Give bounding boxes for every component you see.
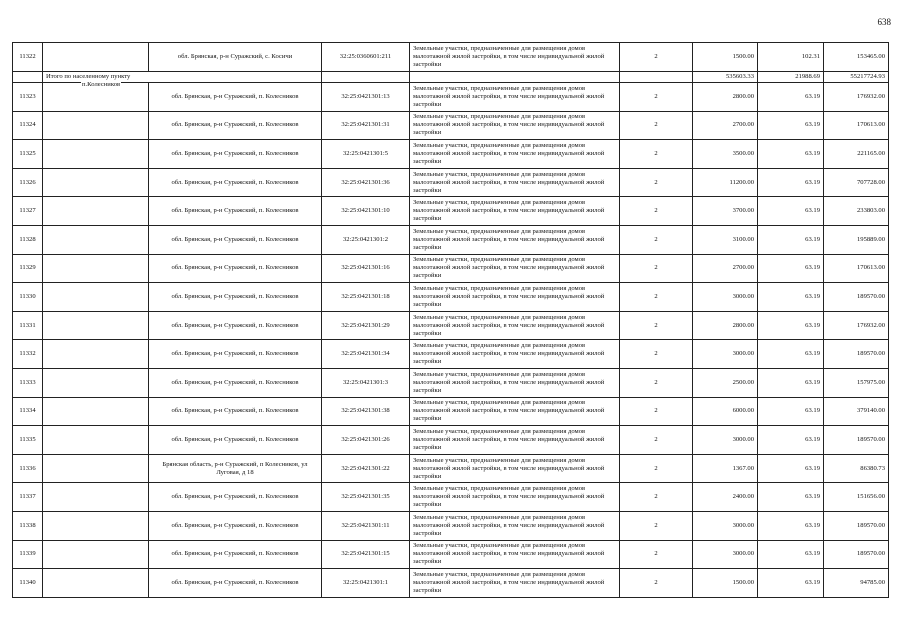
land-category-cell: Земельные участки, предназначенные для размещения домов малоэтажной жилой застройки, в том числе индивидуальной жилой застройки bbox=[410, 540, 620, 569]
address-cell: обл. Брянская, р-н Суражский, п. Колесников bbox=[149, 540, 322, 569]
rate-cell: 63.19 bbox=[758, 540, 824, 569]
empty-cell bbox=[43, 483, 149, 512]
empty-cell bbox=[43, 311, 149, 340]
group-cell: 2 bbox=[620, 540, 693, 569]
table-row bbox=[13, 369, 889, 398]
row-number-cell: 11324 bbox=[13, 111, 43, 140]
group-cell: 2 bbox=[620, 369, 693, 398]
land-category-cell: Земельные участки, предназначенные для размещения домов малоэтажной жилой застройки, в том числе индивидуальной жилой застройки bbox=[410, 283, 620, 312]
table-row bbox=[13, 340, 889, 369]
address-cell: обл. Брянская, р-н Суражский, п. Колесников bbox=[149, 283, 322, 312]
empty-cell bbox=[43, 111, 149, 140]
total-label: Итого по населенному пункту bbox=[46, 72, 131, 80]
land-category-cell: Земельные участки, предназначенные для размещения домов малоэтажной жилой застройки, в том числе индивидуальной жилой застройки bbox=[410, 311, 620, 340]
land-category-cell: Земельные участки, предназначенные для размещения домов малоэтажной жилой застройки, в том числе индивидуальной жилой застройки bbox=[410, 254, 620, 283]
table-row bbox=[13, 140, 889, 169]
row-number-cell: 11334 bbox=[13, 397, 43, 426]
address-cell: обл. Брянская, р-н Суражский, п. Колесников bbox=[149, 226, 322, 255]
row-number-cell: 11327 bbox=[13, 197, 43, 226]
area-cell: 1367.00 bbox=[693, 454, 758, 483]
row-number-cell: 11337 bbox=[13, 483, 43, 512]
total-settlement-name: п.Колесников bbox=[82, 80, 121, 88]
empty-cell bbox=[43, 140, 149, 169]
table-row bbox=[13, 540, 889, 569]
address-cell: обл. Брянская, р-н Суражский, п. Колесников bbox=[149, 140, 322, 169]
rate-cell: 63.19 bbox=[758, 168, 824, 197]
group-cell: 2 bbox=[620, 140, 693, 169]
table-row bbox=[13, 168, 889, 197]
table-row bbox=[13, 83, 889, 112]
land-category-cell: Земельные участки, предназначенные для размещения домов малоэтажной жилой застройки, в том числе индивидуальной жилой застройки bbox=[410, 111, 620, 140]
address-cell: Брянская область, р-н Суражский, п Колесников, ул Луговая, д 18 bbox=[149, 454, 322, 483]
cadastral-number-cell: 32:25:0421301:10 bbox=[322, 197, 410, 226]
table-row bbox=[13, 311, 889, 340]
area-cell: 2700.00 bbox=[693, 254, 758, 283]
area-cell: 2800.00 bbox=[693, 311, 758, 340]
area-cell: 3000.00 bbox=[693, 512, 758, 541]
cadastral-value-cell: 221165.00 bbox=[824, 140, 889, 169]
land-category-cell: Земельные участки, предназначенные для размещения домов малоэтажной жилой застройки, в том числе индивидуальной жилой застройки bbox=[410, 426, 620, 455]
cadastral-number-cell: 32:25:0421301:13 bbox=[322, 83, 410, 112]
total-rate-cell: 21988.69 bbox=[758, 71, 824, 83]
rate-cell: 63.19 bbox=[758, 83, 824, 112]
cadastral-number-cell: 32:25:0421301:34 bbox=[322, 340, 410, 369]
area-cell: 2800.00 bbox=[693, 83, 758, 112]
row-number-cell: 11323 bbox=[13, 83, 43, 112]
address-cell: обл. Брянская, р-н Суражский, п. Колесников bbox=[149, 483, 322, 512]
row-number-cell: 11333 bbox=[13, 369, 43, 398]
cadastral-value-cell: 189570.00 bbox=[824, 540, 889, 569]
cadastral-value-table bbox=[12, 42, 889, 598]
table-row bbox=[13, 512, 889, 541]
area-cell: 2500.00 bbox=[693, 369, 758, 398]
row-number-cell: 11326 bbox=[13, 168, 43, 197]
land-category-cell: Земельные участки, предназначенные для размещения домов малоэтажной жилой застройки, в том числе индивидуальной жилой застройки bbox=[410, 168, 620, 197]
cadastral-value-cell: 176932.00 bbox=[824, 83, 889, 112]
land-category-cell: Земельные участки, предназначенные для размещения домов малоэтажной жилой застройки, в том числе индивидуальной жилой застройки bbox=[410, 83, 620, 112]
address-cell: обл. Брянская, р-н Суражский, п. Колесников bbox=[149, 254, 322, 283]
cadastral-number-cell: 32:25:0421301:22 bbox=[322, 454, 410, 483]
row-number-cell: 11331 bbox=[13, 311, 43, 340]
total-area-cell: 535603.33 bbox=[693, 71, 758, 83]
land-category-cell: Земельные участки, предназначенные для размещения домов малоэтажной жилой застройки, в том числе индивидуальной жилой застройки bbox=[410, 197, 620, 226]
row-number-cell: 11330 bbox=[13, 283, 43, 312]
row-number-cell: 11340 bbox=[13, 569, 43, 598]
cadastral-number-cell: 32:25:0421301:3 bbox=[322, 369, 410, 398]
group-cell: 2 bbox=[620, 254, 693, 283]
land-category-cell: Земельные участки, предназначенные для размещения домов малоэтажной жилой застройки, в том числе индивидуальной жилой застройки bbox=[410, 140, 620, 169]
address-cell: обл. Брянская, р-н Суражский, с. Косичи bbox=[149, 43, 322, 72]
table-row bbox=[13, 254, 889, 283]
cadastral-number-cell: 32:25:0421301:29 bbox=[322, 311, 410, 340]
rate-cell: 63.19 bbox=[758, 426, 824, 455]
row-number-cell: 11336 bbox=[13, 454, 43, 483]
area-cell: 2700.00 bbox=[693, 111, 758, 140]
group-cell: 2 bbox=[620, 569, 693, 598]
group-cell: 2 bbox=[620, 311, 693, 340]
row-number-cell: 11328 bbox=[13, 226, 43, 255]
group-cell: 2 bbox=[620, 426, 693, 455]
area-cell: 3000.00 bbox=[693, 426, 758, 455]
group-cell: 2 bbox=[620, 226, 693, 255]
page-number: 638 bbox=[877, 17, 891, 27]
cadastral-number-cell: 32:25:0421301:35 bbox=[322, 483, 410, 512]
land-category-cell: Земельные участки, предназначенные для размещения домов малоэтажной жилой застройки, в том числе индивидуальной жилой застройки bbox=[410, 397, 620, 426]
empty-cell bbox=[410, 71, 620, 83]
total-row bbox=[13, 71, 889, 83]
table-row bbox=[13, 454, 889, 483]
area-cell: 3000.00 bbox=[693, 540, 758, 569]
table-row bbox=[13, 197, 889, 226]
row-number-cell: 11322 bbox=[13, 43, 43, 72]
group-cell: 2 bbox=[620, 283, 693, 312]
rate-cell: 63.19 bbox=[758, 512, 824, 541]
row-number-cell: 11325 bbox=[13, 140, 43, 169]
row-number-cell: 11339 bbox=[13, 540, 43, 569]
area-cell: 1500.00 bbox=[693, 43, 758, 72]
empty-cell bbox=[43, 426, 149, 455]
cadastral-value-cell: 94785.00 bbox=[824, 569, 889, 598]
group-cell: 2 bbox=[620, 454, 693, 483]
cadastral-value-cell: 157975.00 bbox=[824, 369, 889, 398]
empty-cell bbox=[43, 283, 149, 312]
empty-cell bbox=[43, 43, 149, 72]
rate-cell: 63.19 bbox=[758, 311, 824, 340]
table-row bbox=[13, 43, 889, 72]
cadastral-value-cell: 86380.73 bbox=[824, 454, 889, 483]
table-row bbox=[13, 569, 889, 598]
empty-cell bbox=[43, 540, 149, 569]
group-cell: 2 bbox=[620, 340, 693, 369]
group-cell: 2 bbox=[620, 512, 693, 541]
empty-cell bbox=[620, 71, 693, 83]
cadastral-value-cell: 189570.00 bbox=[824, 340, 889, 369]
area-cell: 3700.00 bbox=[693, 197, 758, 226]
row-number-cell: 11338 bbox=[13, 512, 43, 541]
cadastral-value-cell: 153465.00 bbox=[824, 43, 889, 72]
cadastral-number-cell: 32:25:0421301:15 bbox=[322, 540, 410, 569]
table-row bbox=[13, 111, 889, 140]
address-cell: обл. Брянская, р-н Суражский, п. Колесников bbox=[149, 168, 322, 197]
address-cell: обл. Брянская, р-н Суражский, п. Колесников bbox=[149, 111, 322, 140]
cadastral-value-cell: 189570.00 bbox=[824, 283, 889, 312]
address-cell: обл. Брянская, р-н Суражский, п. Колесников bbox=[149, 369, 322, 398]
cadastral-number-cell: 32:25:0421301:16 bbox=[322, 254, 410, 283]
address-cell: обл. Брянская, р-н Суражский, п. Колесников bbox=[149, 426, 322, 455]
area-cell: 3000.00 bbox=[693, 340, 758, 369]
cadastral-number-cell: 32:25:0421301:2 bbox=[322, 226, 410, 255]
address-cell: обл. Брянская, р-н Суражский, п. Колесников bbox=[149, 397, 322, 426]
cadastral-value-cell: 707728.00 bbox=[824, 168, 889, 197]
group-cell: 2 bbox=[620, 83, 693, 112]
address-cell: обл. Брянская, р-н Суражский, п. Колесников bbox=[149, 512, 322, 541]
table-row bbox=[13, 283, 889, 312]
rate-cell: 63.19 bbox=[758, 283, 824, 312]
table-body bbox=[13, 43, 889, 598]
empty-cell bbox=[43, 340, 149, 369]
area-cell: 3100.00 bbox=[693, 226, 758, 255]
group-cell: 2 bbox=[620, 111, 693, 140]
empty-cell bbox=[43, 569, 149, 598]
area-cell: 11200.00 bbox=[693, 168, 758, 197]
cadastral-number-cell: 32:25:0421301:11 bbox=[322, 512, 410, 541]
empty-cell bbox=[322, 71, 410, 83]
empty-cell bbox=[43, 226, 149, 255]
group-cell: 2 bbox=[620, 43, 693, 72]
cadastral-value-cell: 189570.00 bbox=[824, 426, 889, 455]
area-cell: 3000.00 bbox=[693, 283, 758, 312]
empty-cell bbox=[13, 71, 43, 83]
rate-cell: 63.19 bbox=[758, 397, 824, 426]
empty-cell bbox=[43, 168, 149, 197]
row-number-cell: 11332 bbox=[13, 340, 43, 369]
cadastral-value-cell: 151656.00 bbox=[824, 483, 889, 512]
address-cell: обл. Брянская, р-н Суражский, п. Колесников bbox=[149, 197, 322, 226]
empty-cell bbox=[43, 197, 149, 226]
cadastral-number-cell: 32:25:0421301:18 bbox=[322, 283, 410, 312]
group-cell: 2 bbox=[620, 397, 693, 426]
group-cell: 2 bbox=[620, 168, 693, 197]
land-category-cell: Земельные участки, предназначенные для размещения домов малоэтажной жилой застройки, в том числе индивидуальной жилой застройки bbox=[410, 369, 620, 398]
table-row bbox=[13, 226, 889, 255]
cadastral-value-cell: 176932.00 bbox=[824, 311, 889, 340]
rate-cell: 63.19 bbox=[758, 340, 824, 369]
total-value-cell: 55217724.93 bbox=[824, 71, 889, 83]
area-cell: 3500.00 bbox=[693, 140, 758, 169]
address-cell: обл. Брянская, р-н Суражский, п. Колесников bbox=[149, 83, 322, 112]
table-row bbox=[13, 483, 889, 512]
land-category-cell: Земельные участки, предназначенные для размещения домов малоэтажной жилой застройки, в том числе индивидуальной жилой застройки bbox=[410, 340, 620, 369]
empty-cell bbox=[43, 512, 149, 541]
table-row bbox=[13, 397, 889, 426]
area-cell: 2400.00 bbox=[693, 483, 758, 512]
table-row bbox=[13, 426, 889, 455]
row-number-cell: 11335 bbox=[13, 426, 43, 455]
land-category-cell: Земельные участки, предназначенные для размещения домов малоэтажной жилой застройки, в том числе индивидуальной жилой застройки bbox=[410, 43, 620, 72]
land-category-cell: Земельные участки, предназначенные для размещения домов малоэтажной жилой застройки, в том числе индивидуальной жилой застройки bbox=[410, 569, 620, 598]
rate-cell: 63.19 bbox=[758, 140, 824, 169]
cadastral-value-cell: 170613.00 bbox=[824, 111, 889, 140]
rate-cell: 63.19 bbox=[758, 454, 824, 483]
rate-cell: 63.19 bbox=[758, 483, 824, 512]
address-cell: обл. Брянская, р-н Суражский, п. Колесников bbox=[149, 569, 322, 598]
cadastral-number-cell: 32:25:0421301:1 bbox=[322, 569, 410, 598]
land-category-cell: Земельные участки, предназначенные для размещения домов малоэтажной жилой застройки, в том числе индивидуальной жилой застройки bbox=[410, 226, 620, 255]
cadastral-value-cell: 379140.00 bbox=[824, 397, 889, 426]
rate-cell: 63.19 bbox=[758, 254, 824, 283]
land-category-cell: Земельные участки, предназначенные для размещения домов малоэтажной жилой застройки, в том числе индивидуальной жилой застройки bbox=[410, 512, 620, 541]
rate-cell: 63.19 bbox=[758, 111, 824, 140]
rate-cell: 63.19 bbox=[758, 569, 824, 598]
land-category-cell: Земельные участки, предназначенные для размещения домов малоэтажной жилой застройки, в том числе индивидуальной жилой застройки bbox=[410, 454, 620, 483]
address-cell: обл. Брянская, р-н Суражский, п. Колесников bbox=[149, 311, 322, 340]
land-category-cell: Земельные участки, предназначенные для размещения домов малоэтажной жилой застройки, в том числе индивидуальной жилой застройки bbox=[410, 483, 620, 512]
empty-cell bbox=[43, 369, 149, 398]
cadastral-value-cell: 170613.00 bbox=[824, 254, 889, 283]
cadastral-value-cell: 189570.00 bbox=[824, 512, 889, 541]
area-cell: 6000.00 bbox=[693, 397, 758, 426]
cadastral-number-cell: 32:25:0421301:5 bbox=[322, 140, 410, 169]
empty-cell bbox=[43, 454, 149, 483]
group-cell: 2 bbox=[620, 197, 693, 226]
area-cell: 1500.00 bbox=[693, 569, 758, 598]
row-number-cell: 11329 bbox=[13, 254, 43, 283]
rate-cell: 63.19 bbox=[758, 226, 824, 255]
cadastral-number-cell: 32:25:0360601:211 bbox=[322, 43, 410, 72]
empty-cell bbox=[43, 254, 149, 283]
address-cell: обл. Брянская, р-н Суражский, п. Колесников bbox=[149, 340, 322, 369]
cadastral-number-cell: 32:25:0421301:31 bbox=[322, 111, 410, 140]
total-label-cell bbox=[43, 71, 322, 88]
group-cell: 2 bbox=[620, 483, 693, 512]
rate-cell: 102.31 bbox=[758, 43, 824, 72]
cadastral-value-cell: 195889.00 bbox=[824, 226, 889, 255]
empty-cell bbox=[43, 397, 149, 426]
rate-cell: 63.19 bbox=[758, 197, 824, 226]
cadastral-value-cell: 233803.00 bbox=[824, 197, 889, 226]
rate-cell: 63.19 bbox=[758, 369, 824, 398]
cadastral-number-cell: 32:25:0421301:26 bbox=[322, 426, 410, 455]
cadastral-number-cell: 32:25:0421301:36 bbox=[322, 168, 410, 197]
cadastral-number-cell: 32:25:0421301:38 bbox=[322, 397, 410, 426]
